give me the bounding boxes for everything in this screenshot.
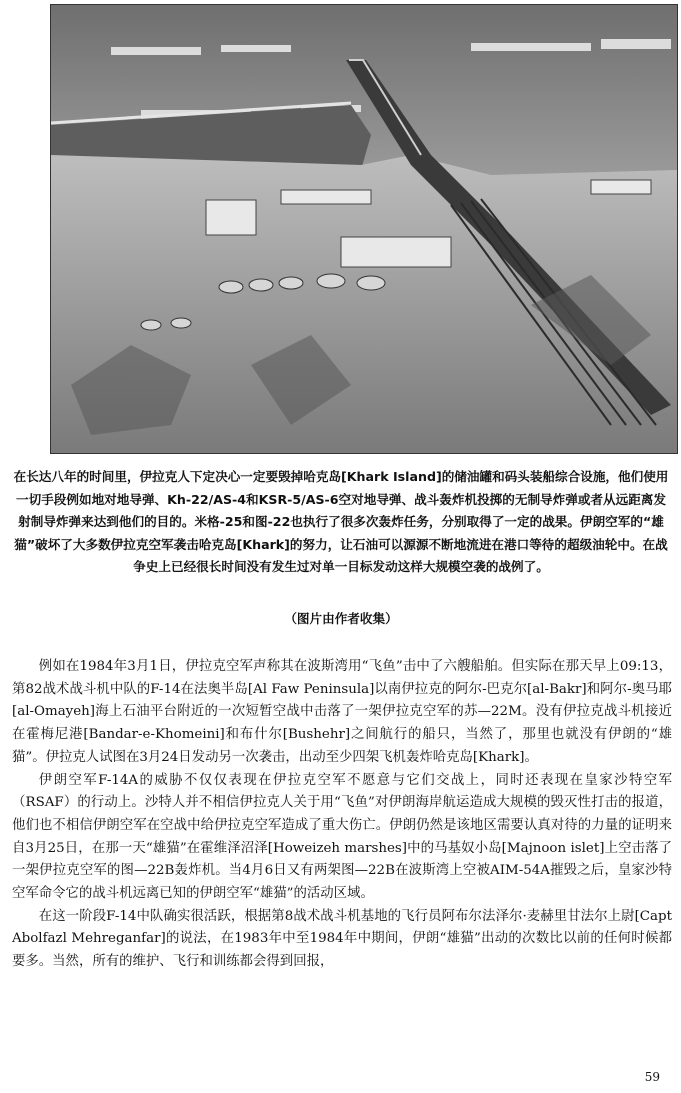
oil-terminal-photo-icon <box>51 5 677 453</box>
paragraph: 伊朗空军F-14A的威胁不仅仅表现在伊拉克空军不愿意与它们交战上，同时还表现在皇家沙特空军（RSAF）的行动上。沙特人并不相信伊拉克人关于用“飞鱼”对伊朗海岸航运造成大规模的毁灭性打击的报道，他们也不相信伊朗空军在空战中给伊拉克空军造成了重大伤亡。伊朗仍然是该地区需要认真对待的力量的证明来自3月25日，在那一天“雄猫”在霍维泽沼泽[Howeizeh marshes]中的马基奴小岛[Majnoon islet]上空击落了一架伊拉克空军的图—22B轰炸机。当4月6日又有两架图—22B在波斯湾上空被AIM-54A摧毁之后，皇家沙特空军命令它的战斗机远离已知的伊朗空军“雄猫”的活动区域。 <box>12 772 672 902</box>
body-text <box>12 656 672 974</box>
figure-credit: （图片由作者收集） <box>284 611 398 626</box>
figure-caption: 在长达八年的时间里，伊拉克人下定决心一定要毁掉哈克岛[Khark Island]的储油罐和码头装船综合设施，他们使用一切手段例如地对地导弹、Kh-22/AS-4和KSR-5/AS-6空对地导弹、战斗轰炸机投掷的无制导炸弹或者从远距离发射制导炸弹来达到他们的目的。米格-25和图-22也执行了很多次轰炸任务，分别取得了一定的战果。伊朗空军的“雄猫”破坏了大多数伊拉克空军袭击哈克岛[Khark]的努力，让石油可以源源不断地流进在港口等待的超级油轮中。在战争史上已经很长时间没有发生过对单一目标发动这样大规模空袭的战例了。 <box>13 469 669 574</box>
aerial-photo <box>50 4 678 454</box>
paragraph: 在这一阶段F-14中队确实很活跃，根据第8战术战斗机基地的飞行员阿布尔法泽尔·麦赫里甘法尔上尉[Capt Abolfazl Mehreganfar]的说法，在1983年中至1984年中期间，伊朗“雄猫”出动的次数比以前的任何时候都要多。当然，所有的维护、飞行和训练都会得到回报， <box>12 908 672 970</box>
paragraph: 例如在1984年3月1日，伊拉克空军声称其在波斯湾用“飞鱼”击中了六艘船舶。但实际在那天早上09:13，第82战术战斗机中队的F-14在法奥半岛[Al Faw Peninsula]以南伊拉克的阿尔-巴克尔[al-Bakr]和阿尔-奥马耶[al-Omayeh]海上石油平台附近的一次短暂空战中击落了一架伊拉克空军的苏—22M。没有伊拉克战斗机接近在霍梅尼港[Bandar-e-Khomeini]和布什尔[Bushehr]之间航行的船只，当然了，那里也就没有伊朗的“雄猫”。伊拉克人试图在3月24日发动另一次袭击，出动至少四架飞机轰炸哈克岛[Khark]。 <box>12 659 672 765</box>
page-number: 59 <box>644 1070 660 1084</box>
